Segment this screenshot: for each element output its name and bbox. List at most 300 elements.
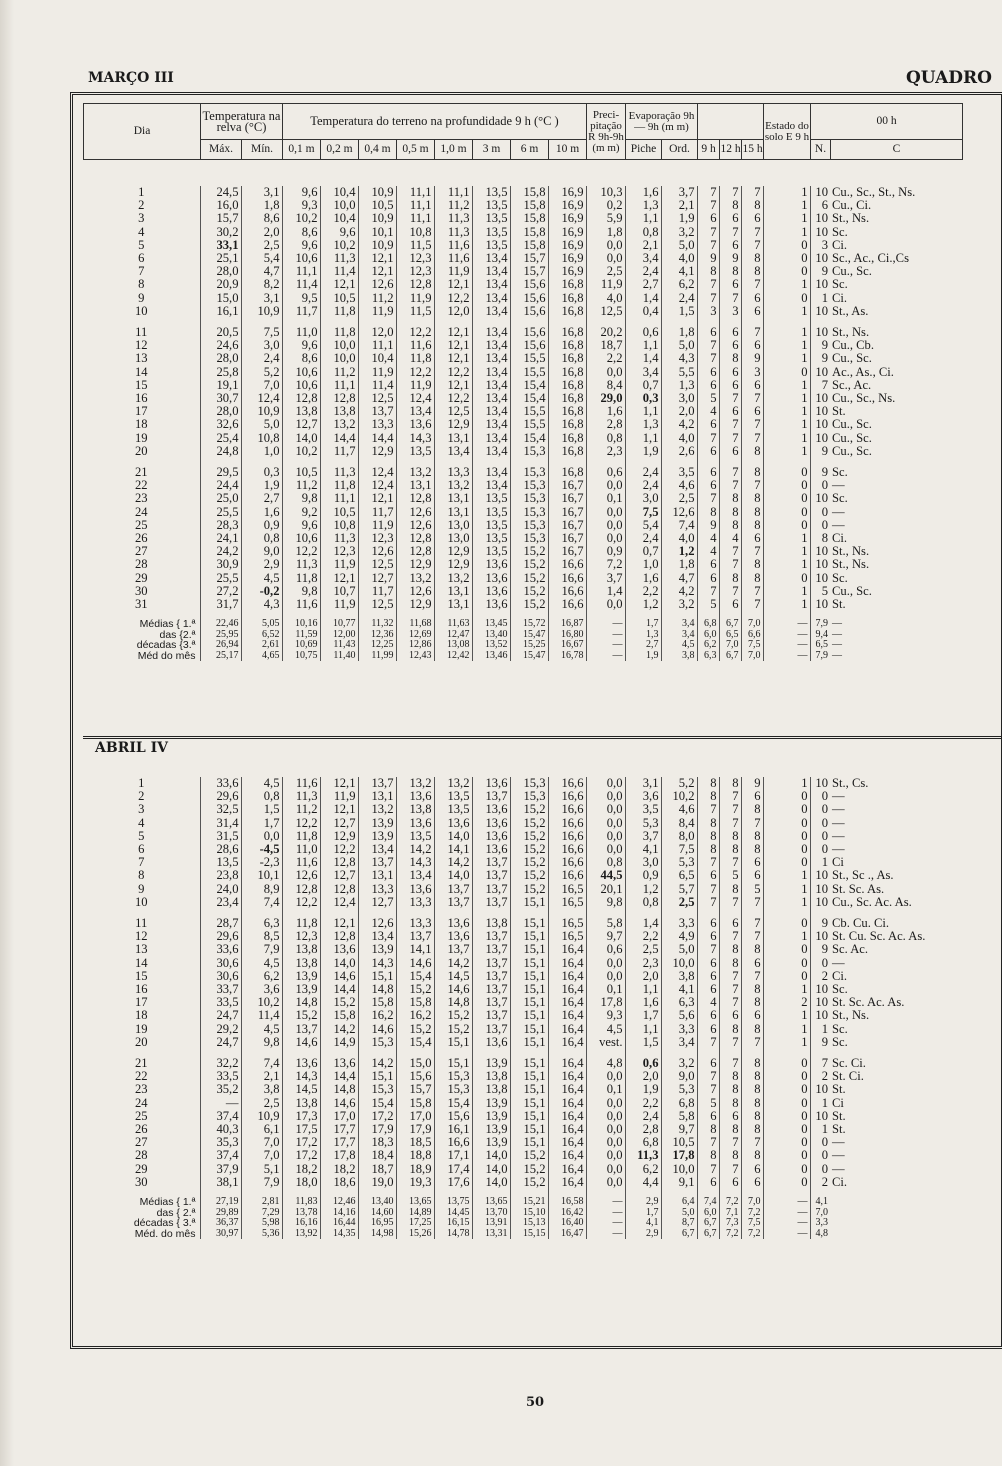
value-cell: 15,3: [510, 532, 548, 545]
spacer-cell: [741, 909, 763, 917]
value-cell: 13,7: [472, 943, 510, 956]
value-cell: 4: [697, 532, 719, 545]
value-cell: 3,5: [661, 466, 697, 479]
value-cell: 44,5: [586, 869, 625, 882]
value-cell: 8: [697, 1149, 719, 1162]
value-cell: 3: [697, 305, 719, 318]
table-row: [83, 930, 962, 943]
value-cell: 13,8: [282, 405, 320, 418]
value-cell: 8: [719, 199, 741, 212]
value-cell: 16,4: [548, 1149, 586, 1162]
value-cell: 10: [810, 212, 830, 225]
value-cell: 13,8: [472, 1083, 510, 1096]
table-row: [83, 352, 962, 365]
value-cell: 11,1: [320, 492, 358, 505]
value-cell: 10: [810, 983, 830, 996]
value-cell: 2,81: [241, 1197, 282, 1208]
value-cell: 2,9: [625, 1229, 661, 1240]
spacer-cell: [200, 318, 241, 326]
value-cell: 7,2: [719, 1197, 741, 1208]
spacer-cell: [83, 909, 200, 917]
value-cell: 9: [810, 445, 830, 458]
spacer-row: [83, 318, 962, 326]
value-cell: 12,5: [586, 305, 625, 318]
value-cell: 7,0: [741, 651, 763, 662]
value-cell: 7: [741, 817, 763, 830]
value-cell: 15,6: [396, 1070, 434, 1083]
value-cell: 16,8: [548, 366, 586, 379]
value-cell: 2,5: [586, 265, 625, 278]
value-cell: 12,5: [358, 558, 396, 571]
value-cell: 3,0: [241, 339, 282, 352]
value-cell: 4,0: [661, 432, 697, 445]
value-cell: 16,4: [548, 1057, 586, 1070]
value-cell: 4: [719, 532, 741, 545]
value-cell: 2,7: [625, 278, 661, 291]
value-cell: 11,9: [358, 305, 396, 318]
spacer-cell: [625, 909, 661, 917]
spacer-cell: [810, 318, 830, 326]
value-cell: 3,0: [661, 392, 697, 405]
value-cell: 11,7: [358, 506, 396, 519]
spacer-cell: [510, 318, 548, 326]
value-cell: 3,4: [661, 630, 697, 641]
value-cell: 6,3: [661, 996, 697, 1009]
value-cell: 13,6: [434, 930, 472, 943]
value-cell: 13,6: [472, 558, 510, 571]
day-cell: Méd do mês: [137, 650, 196, 662]
table-row: [83, 292, 962, 305]
value-cell: 6: [719, 445, 741, 458]
value-cell: 4,4: [625, 1176, 661, 1189]
value-cell: —: [586, 630, 625, 641]
value-cell: 6: [719, 212, 741, 225]
value-cell: 0,0: [586, 252, 625, 265]
spacer-cell: [200, 1189, 241, 1197]
day-cell: 16: [134, 983, 148, 997]
value-cell: 13,6: [472, 843, 510, 856]
spacer-cell: [586, 611, 625, 619]
cloud-type-cell: St.: [832, 1083, 846, 1097]
value-cell: 11,3: [434, 212, 472, 225]
value-cell: 15,1: [358, 1070, 396, 1083]
value-cell: 6: [719, 1110, 741, 1123]
value-cell: 4,1: [810, 1197, 830, 1208]
value-cell: 14,3: [282, 1070, 320, 1083]
value-cell: 1,1: [625, 405, 661, 418]
value-cell: 8: [741, 199, 763, 212]
value-cell: 8: [719, 1123, 741, 1136]
value-cell: 13,9: [472, 1123, 510, 1136]
header-00h: 00 h: [811, 104, 963, 140]
value-cell: 2,61: [241, 640, 282, 651]
value-cell: 14,6: [320, 1097, 358, 1110]
value-cell: 9,6: [282, 519, 320, 532]
value-cell: 10,75: [282, 651, 320, 662]
value-cell: 12,1: [358, 492, 396, 505]
value-cell: 2,5: [241, 1097, 282, 1110]
value-cell: 7: [741, 226, 763, 239]
value-cell: 6,7: [697, 1218, 719, 1229]
value-cell: 7: [719, 432, 741, 445]
value-cell: 16,2: [358, 1009, 396, 1022]
value-cell: 4,6: [661, 803, 697, 816]
cloud-type-cell: —: [832, 829, 845, 843]
spacer-cell: [472, 909, 510, 917]
value-cell: 13,4: [472, 466, 510, 479]
value-cell: 6: [697, 558, 719, 571]
value-cell: 0: [763, 830, 810, 843]
value-cell: 0,0: [586, 1097, 625, 1110]
value-cell: 12,4: [396, 392, 434, 405]
value-cell: 0,1: [586, 492, 625, 505]
value-cell: 24,6: [200, 339, 241, 352]
value-cell: 12,1: [320, 803, 358, 816]
value-cell: 1: [763, 598, 810, 611]
value-cell: 11,9: [320, 790, 358, 803]
value-cell: 1,3: [661, 379, 697, 392]
value-cell: 0,1: [586, 983, 625, 996]
value-cell: 1: [763, 199, 810, 212]
value-cell: 7: [697, 292, 719, 305]
value-cell: 9,0: [241, 545, 282, 558]
value-cell: 13,7: [472, 970, 510, 983]
value-cell: 13,4: [472, 305, 510, 318]
average-row: [83, 1218, 962, 1229]
day-cell: 17: [134, 996, 148, 1010]
value-cell: 0: [763, 1057, 810, 1070]
value-cell: 16,4: [548, 943, 586, 956]
spacer-cell: [810, 1049, 830, 1057]
value-cell: 12,8: [320, 930, 358, 943]
cloud-type-cell: St.: [832, 1123, 846, 1137]
value-cell: 1: [763, 930, 810, 943]
value-cell: 17,8: [661, 1149, 697, 1162]
table-row: [83, 1110, 962, 1123]
value-cell: 14,98: [358, 1229, 396, 1240]
day-cell: 22: [134, 1070, 148, 1084]
value-cell: 15,7: [510, 265, 548, 278]
value-cell: 8: [741, 996, 763, 1009]
day-cell: 9: [138, 882, 145, 896]
day-cell: 1: [138, 777, 145, 790]
spacer-cell: [241, 458, 282, 466]
value-cell: 6: [697, 983, 719, 996]
day-cell: 12: [134, 930, 148, 944]
value-cell: 25,5: [200, 506, 241, 519]
value-cell: 6: [741, 1176, 763, 1189]
value-cell: 0,0: [586, 1110, 625, 1123]
value-cell: 11,2: [434, 199, 472, 212]
value-cell: 10,69: [282, 640, 320, 651]
value-cell: -4,5: [241, 843, 282, 856]
value-cell: 8: [719, 830, 741, 843]
value-cell: 16,9: [548, 186, 586, 199]
spacer-cell: [320, 458, 358, 466]
value-cell: 15,13: [510, 1218, 548, 1229]
cloud-type-cell: St. Cu. Sc. Ac. As.: [832, 930, 926, 944]
value-cell: 13,2: [396, 777, 434, 790]
value-cell: 9: [697, 519, 719, 532]
value-cell: 13,6: [434, 917, 472, 930]
day-cell: 12: [134, 339, 148, 353]
value-cell: 15,1: [510, 896, 548, 909]
value-cell: 0: [763, 1163, 810, 1176]
value-cell: 22,46: [200, 619, 241, 630]
value-cell: 6: [697, 445, 719, 458]
value-cell: 5,0: [241, 418, 282, 431]
value-cell: 5: [697, 392, 719, 405]
value-cell: 1: [763, 896, 810, 909]
value-cell: 15,8: [358, 996, 396, 1009]
value-cell: 2,5: [241, 239, 282, 252]
value-cell: 15,25: [510, 640, 548, 651]
value-cell: 12,9: [434, 418, 472, 431]
value-cell: 15,2: [510, 1163, 548, 1176]
value-cell: 15,2: [434, 1023, 472, 1036]
value-cell: 10: [810, 558, 830, 571]
value-cell: 1: [763, 305, 810, 318]
spacer-cell: [763, 909, 810, 917]
spacer-cell: [830, 909, 962, 917]
value-cell: 16,7: [548, 519, 586, 532]
value-cell: 11,8: [320, 479, 358, 492]
value-cell: 10,16: [282, 619, 320, 630]
spacer-cell: [810, 909, 830, 917]
day-cell: 23: [134, 1083, 148, 1097]
spacer-cell: [358, 458, 396, 466]
spacer-cell: [697, 458, 719, 466]
value-cell: 1,7: [625, 1208, 661, 1219]
value-cell: 8: [719, 943, 741, 956]
value-cell: 0,0: [586, 1176, 625, 1189]
value-cell: 2,8: [625, 1123, 661, 1136]
value-cell: 1: [763, 585, 810, 598]
value-cell: 8: [719, 519, 741, 532]
value-cell: 13,7: [472, 957, 510, 970]
value-cell: 0: [763, 519, 810, 532]
cloud-type-cell: St., Sc ., As.: [832, 869, 894, 883]
value-cell: 7: [697, 883, 719, 896]
value-cell: 7,9: [810, 651, 830, 662]
value-cell: 4,2: [661, 418, 697, 431]
value-cell: 11,6: [434, 239, 472, 252]
value-cell: 13,6: [472, 572, 510, 585]
day-cell: Médias { 1.ª: [139, 1197, 196, 1208]
value-cell: 11,7: [282, 305, 320, 318]
value-cell: 6: [741, 957, 763, 970]
value-cell: 12,6: [358, 278, 396, 291]
value-cell: —: [763, 1229, 810, 1240]
value-cell: 14,9: [320, 1036, 358, 1049]
day-cell: 15: [134, 378, 148, 392]
value-cell: 13,91: [472, 1218, 510, 1229]
spacer-cell: [741, 1049, 763, 1057]
value-cell: 14,1: [396, 943, 434, 956]
value-cell: 12,4: [358, 479, 396, 492]
cloud-type-cell: —: [832, 1149, 845, 1163]
value-cell: 7: [697, 585, 719, 598]
value-cell: 0,9: [586, 545, 625, 558]
value-cell: 1,2: [625, 883, 661, 896]
value-cell: -0,2: [241, 585, 282, 598]
value-cell: 7: [719, 856, 741, 869]
table-row: [83, 212, 962, 225]
value-cell: 33,6: [200, 943, 241, 956]
value-cell: 10: [810, 930, 830, 943]
day-cell: 11: [135, 917, 148, 931]
value-cell: 4,7: [241, 265, 282, 278]
day-cell: 18: [134, 418, 148, 432]
value-cell: 15,3: [358, 1083, 396, 1096]
value-cell: 0: [763, 1097, 810, 1110]
value-cell: 16,5: [548, 917, 586, 930]
value-cell: 12,8: [320, 883, 358, 896]
value-cell: 15,2: [510, 572, 548, 585]
value-cell: 10: [810, 326, 830, 339]
day-cell: 7: [138, 265, 145, 279]
value-cell: 0: [763, 856, 810, 869]
value-cell: 13,31: [472, 1229, 510, 1240]
value-cell: 11,3: [282, 558, 320, 571]
spacer-cell: [586, 1189, 625, 1197]
value-cell: 8: [741, 803, 763, 816]
value-cell: 15,3: [358, 1036, 396, 1049]
value-cell: 16,15: [434, 1218, 472, 1229]
value-cell: 14,35: [320, 1229, 358, 1240]
cloud-type-cell: St. Sc. As.: [832, 882, 885, 896]
day-cell: 2: [138, 790, 145, 804]
value-cell: 28,0: [200, 352, 241, 365]
value-cell: 15,2: [510, 830, 548, 843]
value-cell: 15,7: [200, 212, 241, 225]
spacer-cell: [510, 1049, 548, 1057]
value-cell: 15,15: [510, 1229, 548, 1240]
value-cell: 3,1: [625, 777, 661, 790]
value-cell: —: [586, 1229, 625, 1240]
value-cell: 0,0: [586, 790, 625, 803]
value-cell: 0: [763, 843, 810, 856]
value-cell: 1: [763, 379, 810, 392]
spacer-cell: [625, 458, 661, 466]
value-cell: 15,6: [510, 326, 548, 339]
value-cell: 17,3: [282, 1110, 320, 1123]
value-cell: 6: [697, 1009, 719, 1022]
value-cell: 1,7: [625, 619, 661, 630]
value-cell: 10,1: [358, 226, 396, 239]
value-cell: 16,9: [548, 239, 586, 252]
spacer-cell: [810, 611, 830, 619]
day-cell: 16: [134, 392, 148, 406]
value-cell: 11,9: [434, 265, 472, 278]
value-cell: 15,2: [320, 996, 358, 1009]
value-cell: 5,0: [661, 943, 697, 956]
value-cell: 7,2: [719, 1229, 741, 1240]
cloud-type-cell: St.: [832, 1109, 846, 1123]
value-cell: 0,0: [586, 479, 625, 492]
day-cell: 30: [134, 1175, 148, 1189]
value-cell: 1,4: [586, 585, 625, 598]
value-cell: 1,4: [625, 352, 661, 365]
value-cell: 13,5: [472, 519, 510, 532]
value-cell: 15,8: [396, 1097, 434, 1110]
header-temp-relva: Temperatura na relva (°C): [201, 104, 283, 140]
value-cell: 7: [697, 186, 719, 199]
value-cell: 10,8: [396, 226, 434, 239]
value-cell: 13,65: [472, 1197, 510, 1208]
value-cell: 13,7: [434, 896, 472, 909]
value-cell: 11,32: [358, 619, 396, 630]
value-cell: 8: [741, 252, 763, 265]
value-cell: 0,0: [586, 519, 625, 532]
day-cell: Médias { 1.ª: [139, 619, 196, 630]
value-cell: 5,3: [661, 856, 697, 869]
value-cell: 13,70: [472, 1208, 510, 1219]
value-cell: 6: [719, 917, 741, 930]
value-cell: 7: [719, 558, 741, 571]
value-cell: 0: [810, 479, 830, 492]
value-cell: 13,5: [472, 532, 510, 545]
value-cell: 5,1: [241, 1163, 282, 1176]
value-cell: 1: [763, 1036, 810, 1049]
value-cell: 2,4: [625, 479, 661, 492]
value-cell: 7: [719, 817, 741, 830]
value-cell: 15,1: [510, 1083, 548, 1096]
value-cell: 11,4: [241, 1009, 282, 1022]
spacer-cell: [200, 458, 241, 466]
value-cell: 6: [697, 917, 719, 930]
value-cell: 3,5: [625, 803, 661, 816]
value-cell: 13,9: [282, 970, 320, 983]
value-cell: 30,97: [200, 1229, 241, 1240]
value-cell: 12,1: [434, 339, 472, 352]
value-cell: 0,0: [241, 830, 282, 843]
header-c: C: [831, 140, 963, 160]
average-row: [83, 1229, 962, 1240]
value-cell: 0,0: [586, 532, 625, 545]
value-cell: 6,6: [741, 630, 763, 641]
value-cell: 38,1: [200, 1176, 241, 1189]
cloud-type-cell: St.: [832, 598, 846, 612]
value-cell: 7,0: [741, 619, 763, 630]
table-row: [83, 869, 962, 882]
value-cell: 18,5: [396, 1136, 434, 1149]
spacer-cell: [282, 458, 320, 466]
value-cell: 13,7: [472, 930, 510, 943]
value-cell: 15,1: [510, 1023, 548, 1036]
value-cell: 14,0: [472, 1149, 510, 1162]
value-cell: 13,5: [472, 506, 510, 519]
value-cell: 6: [719, 339, 741, 352]
book-spine-shadow: [0, 0, 14, 1466]
value-cell: 12,6: [358, 545, 396, 558]
value-cell: 12,7: [320, 817, 358, 830]
value-cell: 4,0: [586, 292, 625, 305]
value-cell: 7: [741, 479, 763, 492]
table-row: [83, 532, 962, 545]
value-cell: 11,6: [282, 777, 320, 790]
value-cell: 13,7: [396, 930, 434, 943]
value-cell: 6,0: [697, 630, 719, 641]
value-cell: 9: [719, 252, 741, 265]
value-cell: 12,1: [434, 352, 472, 365]
value-cell: 15,2: [396, 983, 434, 996]
value-cell: —: [586, 640, 625, 651]
value-cell: 12,8: [396, 532, 434, 545]
value-cell: 12,46: [320, 1197, 358, 1208]
value-cell: 11,59: [282, 630, 320, 641]
spacer-cell: [697, 611, 719, 619]
